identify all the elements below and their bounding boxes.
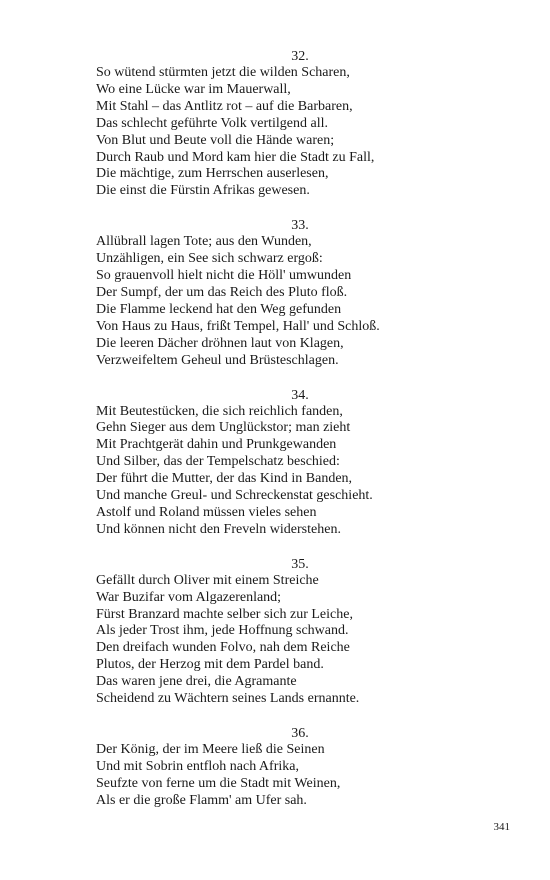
verse-line: Mit Beutestücken, die sich reichlich fanden, (96, 403, 343, 419)
verse-line: Plutos, der Herzog mit dem Pardel band. (96, 657, 324, 673)
verse-line: Scheidend zu Wächtern seines Lands ernannte. (96, 691, 360, 707)
verse-line: War Buzifar vom Algazerenland; (96, 589, 282, 605)
stanza-36 (96, 725, 476, 810)
verse-line: Gefällt durch Oliver mit einem Streiche (96, 572, 319, 588)
verse-line: Durch Raub und Mord kam hier die Stadt zu Fall, (96, 149, 375, 165)
stanza-32 (96, 48, 476, 200)
stanza-35 (96, 556, 476, 708)
verse-line: Unzähligen, ein See sich schwarz ergoß: (96, 251, 323, 267)
verse-line: Als er die große Flamm' am Ufer sah. (96, 792, 307, 808)
poem-body (96, 48, 476, 827)
verse-line: Mit Prachtgerät dahin und Prunkgewanden (96, 437, 337, 453)
verse-line: Von Blut und Beute voll die Hände waren; (96, 132, 335, 148)
stanza-number: 32. (291, 49, 309, 64)
page-number: 341 (493, 821, 510, 833)
verse-line: Und mit Sobrin entfloh nach Afrika, (96, 758, 299, 774)
verse-line: Die Flamme leckend hat den Weg gefunden (96, 301, 342, 317)
verse-line: Das schlecht geführte Volk vertilgend all. (96, 115, 328, 131)
verse-line: Mit Stahl – das Antlitz rot – auf die Barbaren, (96, 98, 353, 114)
verse-line: Die einst die Fürstin Afrikas gewesen. (96, 183, 310, 199)
verse-line: Wo eine Lücke war im Mauerwall, (96, 81, 291, 97)
verse-line: Der Sumpf, der um das Reich des Pluto floß. (96, 284, 348, 300)
verse-line: Seufzte von ferne um die Stadt mit Weinen, (96, 775, 341, 791)
verse-line: Der führt die Mutter, der das Kind in Banden, (96, 471, 353, 487)
stanza-34 (96, 387, 476, 539)
verse-line: Die leeren Dächer dröhnen laut von Klagen, (96, 335, 344, 351)
verse-line: Die mächtige, zum Herrschen auserlesen, (96, 166, 329, 182)
verse-line: Gehn Sieger aus dem Unglückstor; man zieht (96, 420, 351, 436)
verse-line: Astolf und Roland müssen vieles sehen (96, 504, 317, 520)
verse-line: So grauenvoll hielt nicht die Höll' umwunden (96, 268, 352, 284)
stanza-number: 35. (291, 556, 309, 572)
verse-line: Der König, der im Meere ließ die Seinen (96, 742, 325, 757)
verse-line: Das waren jene drei, die Agramante (96, 674, 297, 690)
stanza-number: 33. (291, 218, 309, 234)
verse-line: So wütend stürmten jetzt die wilden Scharen, (96, 65, 350, 80)
stanza-number: 36. (291, 726, 309, 741)
stanza-33 (96, 217, 476, 369)
verse-line: Und Silber, das der Tempelschatz beschied: (96, 454, 340, 470)
verse-line: Als jeder Trost ihm, jede Hoffnung schwand. (96, 623, 349, 639)
verse-line: Von Haus zu Haus, frißt Tempel, Hall' und Schloß. (96, 318, 380, 334)
verse-line: Und können nicht den Freveln widerstehen. (96, 521, 341, 537)
verse-line: Den dreifach wunden Folvo, nah dem Reiche (96, 640, 350, 656)
verse-line: Verzweifeltem Geheul und Brüsteschlagen. (96, 352, 339, 368)
verse-line: Allübrall lagen Tote; aus den Wunden, (96, 234, 312, 250)
verse-line: Und manche Greul- und Schreckenstat geschieht. (96, 488, 373, 504)
stanza-number: 34. (291, 387, 309, 403)
verse-line: Fürst Branzard machte selber sich zur Leiche, (96, 606, 353, 622)
